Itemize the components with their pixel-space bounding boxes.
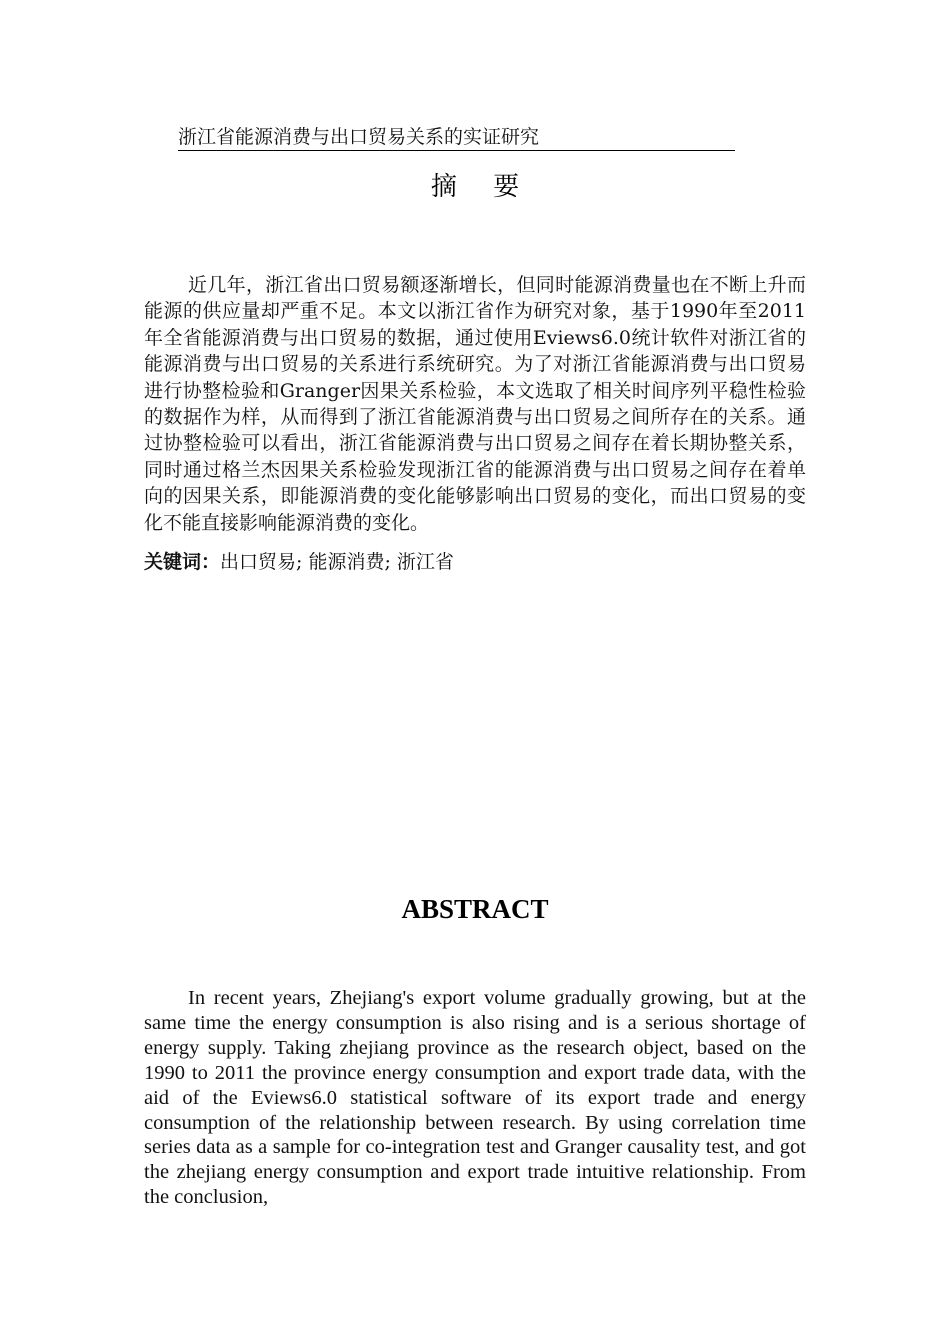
english-abstract-paragraph: In recent years, Zhejiang's export volume gradually growing, but at the same time the energy consumption is also rising and is a serious shortage of energy supply. Taking zhejiang province as the research object, based on the 1990 to 2011 the province energy consumption and export trade data, with the aid of the Eviews6.0 statistical software of its export trade and energy consumption of the relationship between research. By using correlation time series data as a sample for co-integration test and Granger causality test, and got the zhejiang energy consumption and export trade intuitive relationship. From the conclusion, xyxy=(144,987,806,1209)
chinese-abstract-paragraph: 近几年，浙江省出口贸易额逐渐增长，但同时能源消费量也在不断上升而能源的供应量却严重不足。本文以浙江省作为研究对象，基于1990年至2011年全省能源消费与出口贸易的数据，通过使用Eviews6.0统计软件对浙江省的能源消费与出口贸易的关系进行系统研究。为了对浙江省能源消费与出口贸易进行协整检验和Granger因果关系检验，本文选取了相关时间序列平稳性检验的数据作为样，从而得到了浙江省能源消费与出口贸易之间所存在的关系。通过协整检验可以看出，浙江省能源消费与出口贸易之间存在着长期协整关系，同时通过格兰杰因果关系检验发现浙江省的能源消费与出口贸易之间存在着单向的因果关系，即能源消费的变化能够影响出口贸易的变化，而出口贸易的变化不能直接影响能源消费的变化。 xyxy=(144,274,806,534)
english-abstract-title: ABSTRACT xyxy=(401,894,549,924)
keywords-text: 出口贸易; 能源消费; 浙江省 xyxy=(220,551,454,573)
chinese-keywords xyxy=(144,549,806,575)
keywords-label: 关键词： xyxy=(144,551,221,573)
running-title: 浙江省能源消费与出口贸易关系的实证研究 xyxy=(178,126,540,148)
running-header xyxy=(178,124,735,151)
chinese-abstract-title: 摘 要 xyxy=(430,172,534,202)
